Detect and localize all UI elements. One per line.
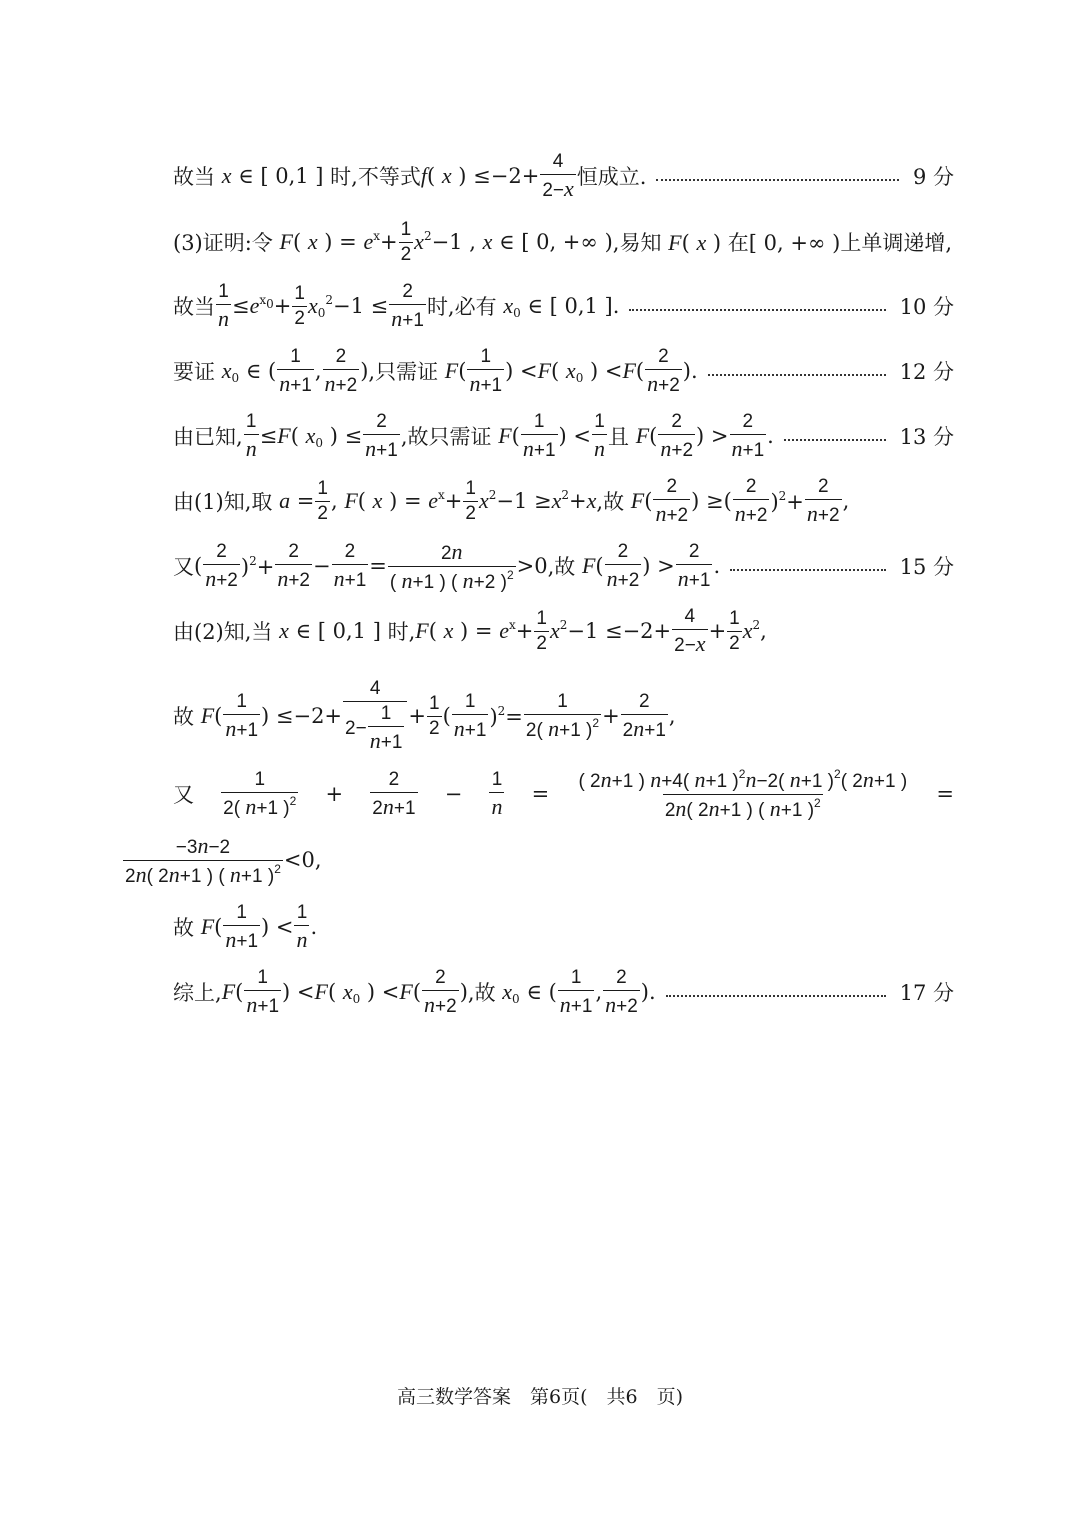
solution-line-6 <box>173 477 954 525</box>
line-content: 由(1)知,取 a = $\frac{1}{2}$ , F( x ) = $e^x+$ $\frac{1}{2}$ $x^2-1 \ge x^2+x$ ,故 F( $\frac{2}{n+2}$ ) ≥( $\frac{2}{n+2}$ )$^2$+ $\frac{2}{n+2}$ , <box>173 475 850 526</box>
line-content: 故 F( $\frac{1}{n+1}$ ) ≤−2+ 4 2− $\frac{1}{n+1}$ + $\frac{1}{2}$ ( $\frac{1}{n+1}$ )$^2$= $\frac{1}{2( n+1 )^2}$ + $\frac{2}{2n+1}$ , <box>173 678 676 753</box>
line-content: 由已知, $\frac{1}{n}$ ≤F( $x_0$ ) ≤ $\frac{2}{n+1}$ ,故只需证 F( $\frac{1}{n+1}$ ) < $\frac{1}{n}$ 且 F( $\frac{2}{n+2}$ ) > $\frac{2}{n+1}$ . <box>173 410 774 461</box>
line-content: 故当 x ∈ [ 0,1 ] 时,不等式 f( x ) ≤−2+ $\frac{4}{2-x}$ 恒成立. <box>173 150 647 201</box>
solution-line-8 <box>173 607 954 655</box>
solution-line-5 <box>173 412 954 460</box>
text-run: ,故 <box>596 490 625 514</box>
text-run: 时,必有 <box>426 295 497 319</box>
solution-line-9 <box>173 680 954 752</box>
line-content: 由(2)知,当 x ∈ [ 0,1 ] 时, F( x ) = $e^x+$ $\frac{1}{2}$ $x^2-1 \le-2+$ $\frac{4}{2-x}$ + $\frac{1}{2}$ $x^2$, <box>173 605 767 656</box>
text-run: ,只需证 <box>368 360 439 384</box>
solution-line-10 <box>173 766 954 821</box>
solution-line-11 <box>122 832 954 887</box>
dot-leader <box>629 309 885 311</box>
page-footer: 高三数学答案 第6页( 共6 页) <box>396 1386 683 1408</box>
text-run: 故当 <box>173 295 215 319</box>
text-run: 故 <box>173 916 194 940</box>
score-label: 12 分 <box>899 360 954 384</box>
text-run: 时,不等式 <box>330 165 421 189</box>
line-content: 要证 $x_0$ ∈ ( $\frac{1}{n+1}$ , $\frac{2}{n+2}$ ) ,只需证 F( $\frac{1}{n+1}$ ) <F( $x_0$ ) <F( $\frac{2}{n+2}$ ). <box>173 345 698 396</box>
dot-leader <box>656 179 899 181</box>
text-run: ,易知 <box>612 231 662 255</box>
dot-leader <box>784 439 886 441</box>
score-label: 15 分 <box>899 555 954 579</box>
solution-line-3 <box>173 282 954 330</box>
solution-line-2 <box>173 218 954 266</box>
text-run: 综上, <box>173 981 222 1005</box>
text-run: 由(2)知,当 <box>173 620 273 644</box>
text-run: (3)证明:令 <box>173 231 273 255</box>
text-run: 恒成立. <box>576 165 647 189</box>
line-content: (3)证明:令 F( x ) = $e^x+$ $\frac{1}{2}$ $x^2-1$ , x ∈ [ 0, +∞ ) ,易知 F( x ) 在[ 0, +∞ ) 上单调递增, <box>173 218 953 265</box>
text-run: 要证 <box>173 360 215 384</box>
text-run: 又 <box>173 783 194 807</box>
line-content: $\frac{-3n-2}{2n( 2n+1 ) ( n+1 )^2}$ <0, <box>125 832 322 887</box>
text-run: ,故 <box>467 981 496 1005</box>
solution-line-12 <box>173 903 954 951</box>
text-run: 上单调递增, <box>840 231 953 255</box>
solution-line-4 <box>173 347 954 395</box>
text-run: 由已知, <box>173 425 243 449</box>
text-run: ,故 <box>547 555 576 579</box>
text-run: 由(1)知,取 <box>173 490 273 514</box>
solution-line-13 <box>173 968 954 1016</box>
text-run: 故 <box>173 705 194 729</box>
text-run: 时, <box>387 620 416 644</box>
line-content: 又 ( $\frac{2}{n+2}$ )$^2$+ $\frac{2}{n+2}$ − $\frac{2}{n+1}$ = $\frac{2n}{( n+1 ) ( n+2 )^2}$ >0 ,故 F( $\frac{2}{n+2}$ ) > $\frac{2}{n+1}$ . <box>173 538 721 593</box>
text-run: 且 <box>608 425 630 449</box>
score-label: 17 分 <box>899 981 954 1005</box>
solution-line-7 <box>173 538 954 593</box>
score-label: 10 分 <box>899 295 954 319</box>
line-content: 又 $\frac{1}{2( n+1 )^2}$ + $\frac{2}{2n+1}$ − $\frac{1}{n}$ = $\frac{( 2n+1 ) n+4( n+1 )^2n-2( n+1 )^2( 2n+1 )}{2n( 2n+1 ) ( n+1 )^2}$ = <box>173 766 954 821</box>
text-run: ,故只需证 <box>400 425 492 449</box>
line-content: 故当 $\frac{1}{n}$ $\le e^{x_0}+$ $\frac{1}{2}$ $x_0^2-1$ ≤ $\frac{2}{n+1}$ 时,必有 $x_0$ ∈ [ 0,1 ]. <box>173 280 620 331</box>
line-content: 综上, F( $\frac{1}{n+1}$ ) <F( $x_0$ ) <F( $\frac{2}{n+2}$ ) ,故 $x_0$ ∈ ( $\frac{1}{n+1}$ , $\frac{2}{n+2}$ ). <box>173 966 656 1017</box>
dot-leader <box>730 569 885 571</box>
dot-leader <box>666 995 886 997</box>
solution-line-1 <box>173 152 954 200</box>
score-label: 13 分 <box>899 425 954 449</box>
dot-leader <box>708 374 886 376</box>
line-content: 故 F( $\frac{1}{n+1}$ ) < $\frac{1}{n}$ . <box>173 901 318 952</box>
score-label: 9 分 <box>912 165 954 189</box>
text-run: 又 <box>173 555 194 579</box>
text-run: 故当 <box>173 165 215 189</box>
